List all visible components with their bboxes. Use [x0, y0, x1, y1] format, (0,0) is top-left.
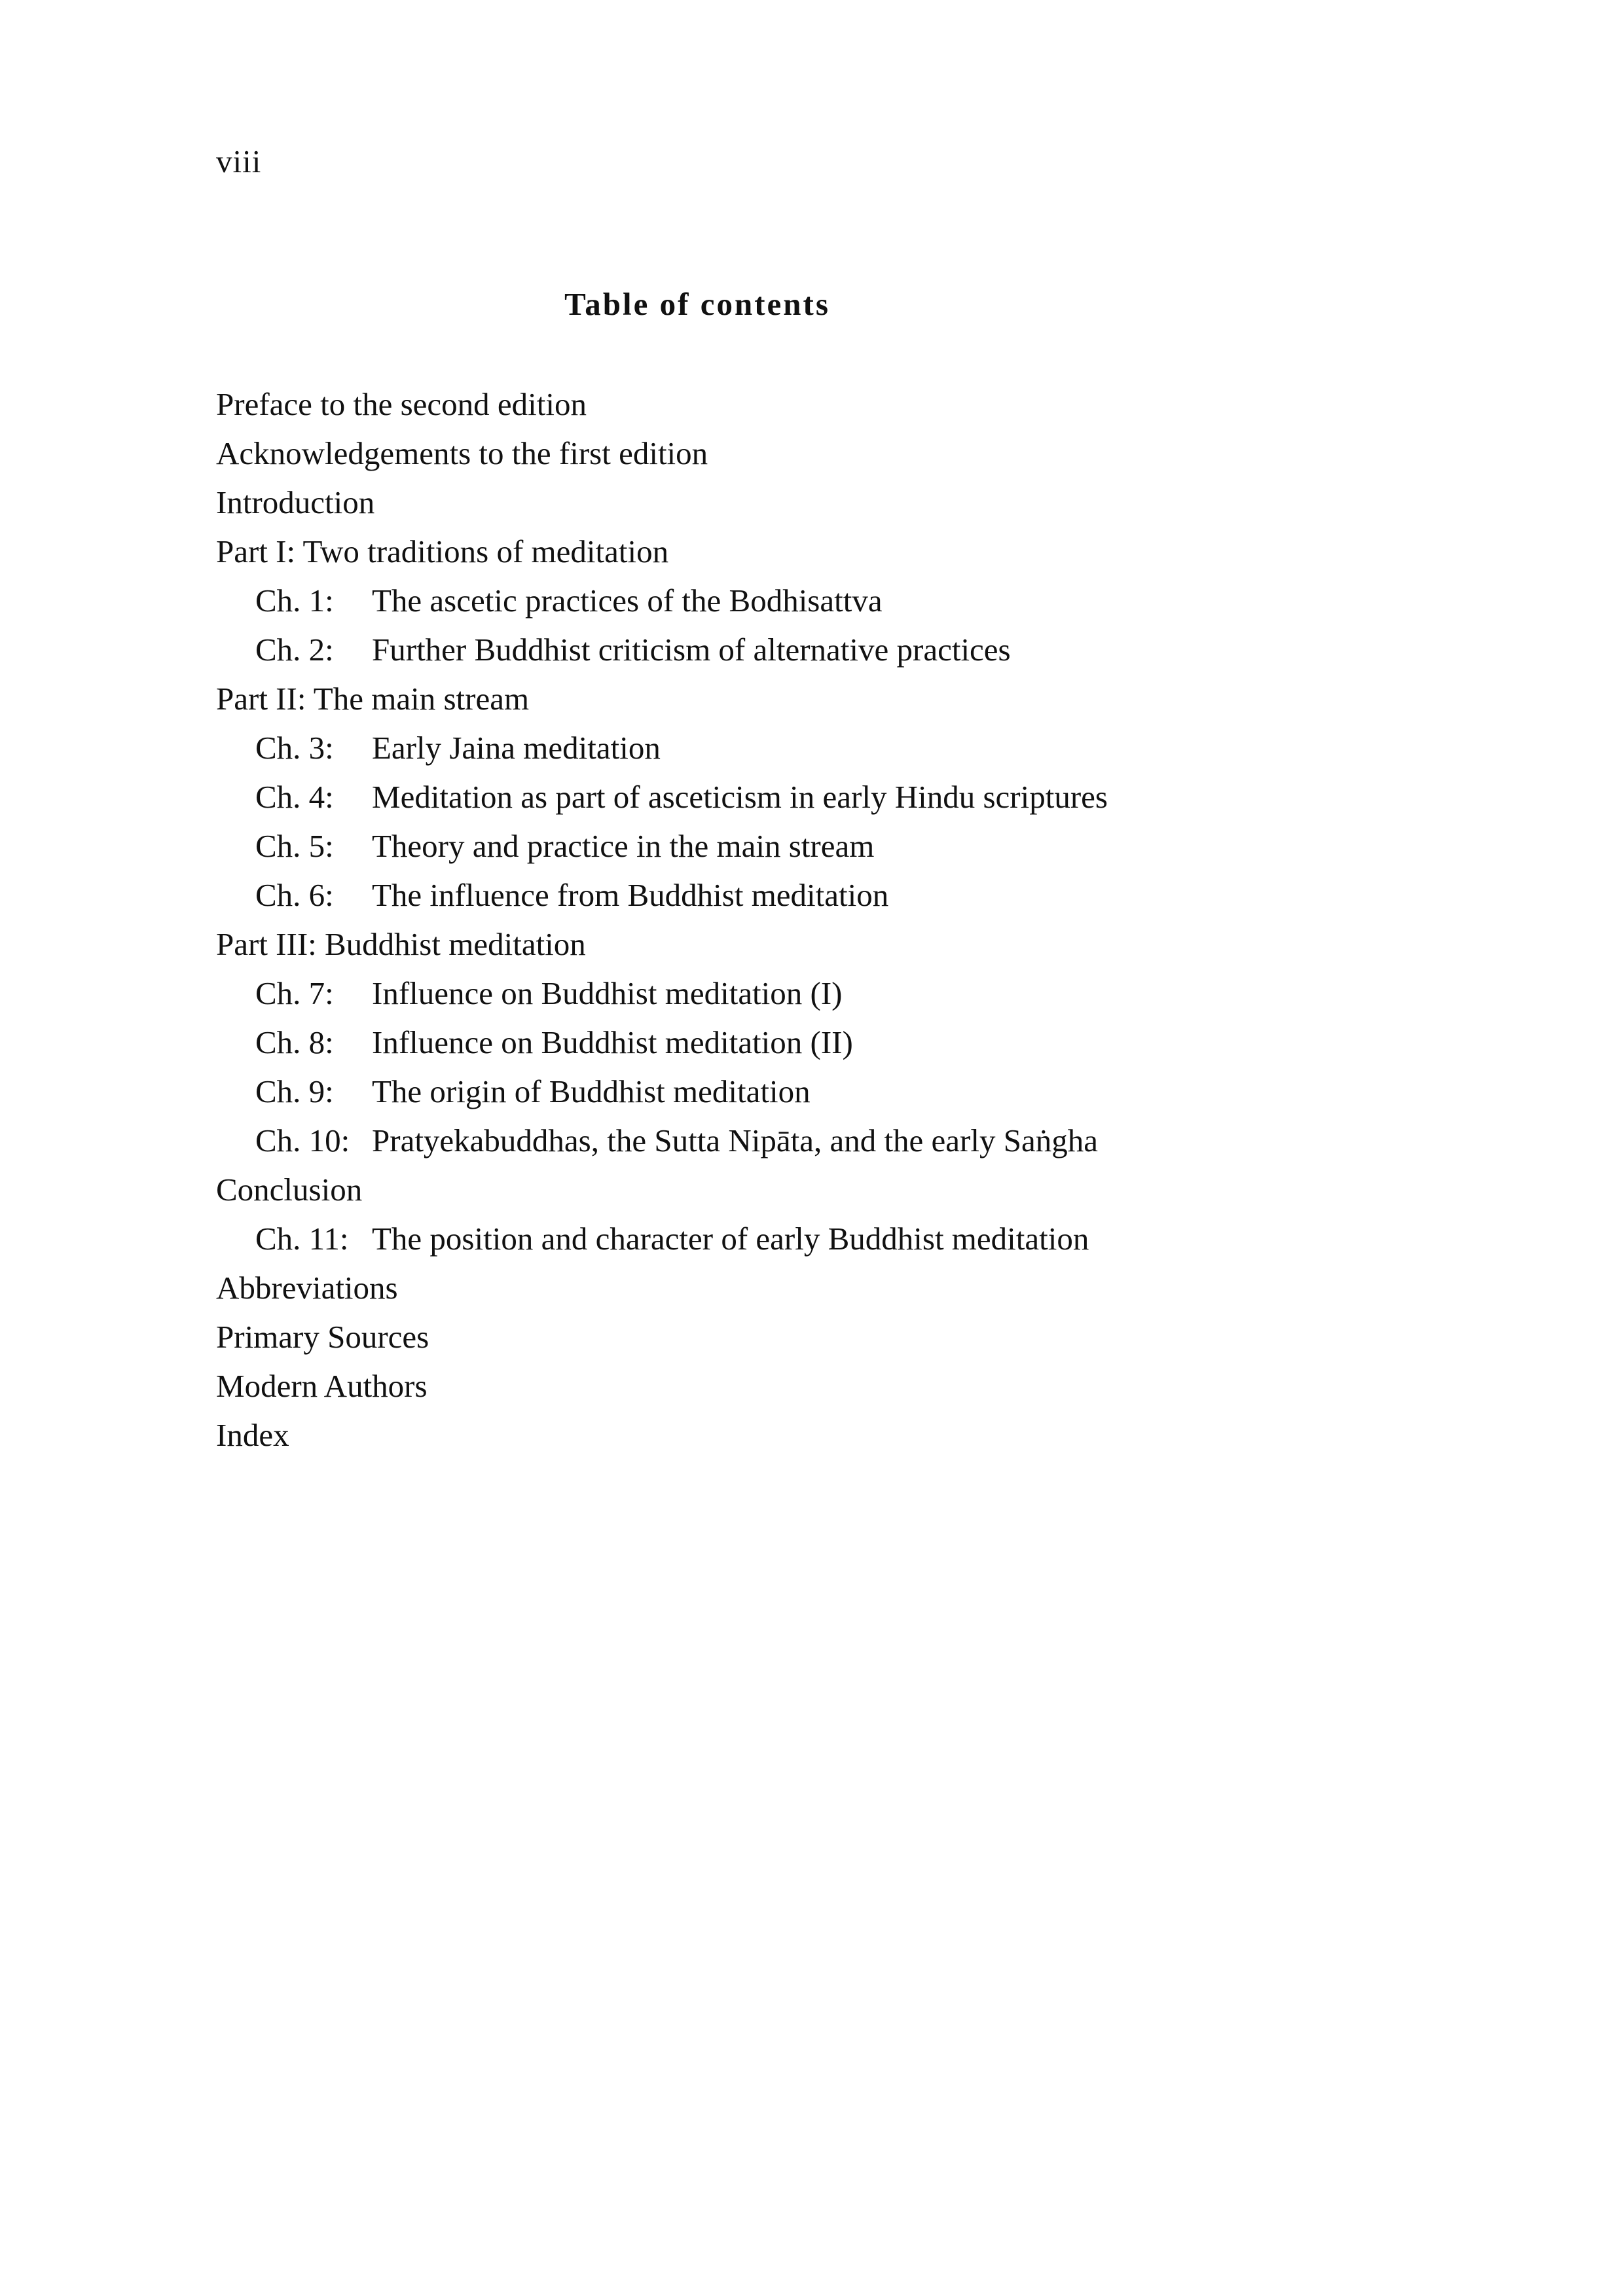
chapter-title: The influence from Buddhist meditation	[372, 877, 889, 913]
page-number: viii	[216, 143, 262, 179]
toc-entry-chapter-4	[216, 778, 1108, 827]
toc-entry-introduction	[216, 483, 1108, 532]
toc-entry-part-3	[216, 925, 1108, 974]
toc-entry-label: Part I: Two traditions of meditation	[216, 533, 669, 569]
toc-entry-label: Abbreviations	[216, 1270, 398, 1306]
chapter-title: The position and character of early Buddhist meditation	[372, 1221, 1089, 1257]
chapter-title: The ascetic practices of the Bodhisattva	[372, 583, 883, 619]
chapter-title: Influence on Buddhist meditation (I)	[372, 975, 843, 1011]
chapter-number: Ch. 3:	[255, 730, 334, 766]
toc-entry-chapter-1	[216, 581, 1108, 630]
toc-entry-chapter-9	[216, 1072, 1108, 1121]
chapter-number: Ch. 2:	[255, 632, 334, 668]
toc-entry-conclusion	[216, 1170, 1108, 1219]
toc-entry-preface	[216, 385, 1108, 434]
chapter-number: Ch. 6:	[255, 877, 334, 913]
toc-entry-chapter-7	[216, 974, 1108, 1023]
toc-entry-label: Part II: The main stream	[216, 681, 530, 717]
chapter-title: Meditation as part of asceticism in early Hindu scriptures	[372, 779, 1108, 815]
chapter-number: Ch. 5:	[255, 828, 334, 864]
toc-entry-label: Conclusion	[216, 1172, 363, 1208]
toc-entry-chapter-6	[216, 876, 1108, 925]
toc-entry-label: Index	[216, 1417, 289, 1453]
toc-entry-chapter-3	[216, 728, 1108, 778]
chapter-number: Ch. 4:	[255, 779, 334, 815]
page-title: Table of contents	[564, 286, 830, 322]
chapter-number: Ch. 7:	[255, 975, 334, 1011]
toc-entry-label: Acknowledgements to the first edition	[216, 435, 708, 471]
chapter-number: Ch. 10:	[255, 1122, 350, 1158]
chapter-number: Ch. 8:	[255, 1024, 334, 1060]
toc-entry-primary-sources	[216, 1318, 1108, 1367]
toc-entry-label: Primary Sources	[216, 1319, 429, 1355]
chapter-number: Ch. 1:	[255, 583, 334, 619]
toc-entry-chapter-5	[216, 827, 1108, 876]
toc-entry-index	[216, 1416, 1108, 1465]
toc-entry-abbreviations	[216, 1268, 1108, 1318]
chapter-number: Ch. 9:	[255, 1073, 334, 1109]
chapter-title: Further Buddhist criticism of alternative practices	[372, 632, 1011, 668]
chapter-title: Influence on Buddhist meditation (II)	[372, 1024, 853, 1060]
toc-entry-part-2	[216, 679, 1108, 728]
toc-entry-chapter-11	[216, 1219, 1108, 1268]
chapter-title: Theory and practice in the main stream	[372, 828, 875, 864]
chapter-title: Early Jaina meditation	[372, 730, 661, 766]
toc-entry-label: Preface to the second edition	[216, 386, 587, 422]
chapter-title: Pratyekabuddhas, the Sutta Nipāta, and the early Saṅgha	[372, 1122, 1098, 1158]
toc-entry-label: Part III: Buddhist meditation	[216, 926, 586, 962]
toc-entry-acknowledgements	[216, 434, 1108, 483]
toc-entry-part-1	[216, 532, 1108, 581]
chapter-title: The origin of Buddhist meditation	[372, 1073, 811, 1109]
toc-entry-chapter-2	[216, 630, 1108, 679]
toc-entry-label: Introduction	[216, 484, 375, 520]
toc-entry-label: Modern Authors	[216, 1368, 428, 1404]
toc-entry-chapter-8	[216, 1023, 1108, 1072]
table-of-contents	[216, 385, 1108, 1465]
chapter-number: Ch. 11:	[255, 1221, 349, 1257]
toc-entry-modern-authors	[216, 1367, 1108, 1416]
toc-entry-chapter-10	[216, 1121, 1108, 1170]
